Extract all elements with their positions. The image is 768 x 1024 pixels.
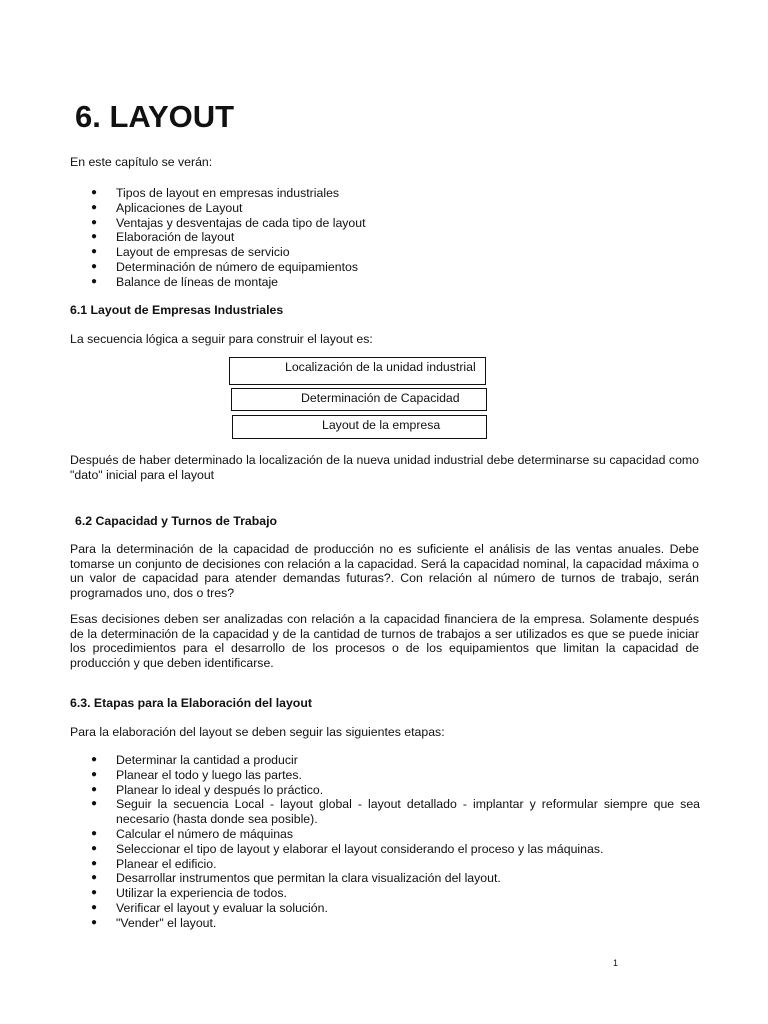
- bullet-icon: ●: [91, 246, 98, 258]
- list-item: ● Planear lo ideal y después lo práctico.: [91, 782, 324, 797]
- section-lead-text: La secuencia lógica a seguir para construir el layout es:: [70, 332, 373, 346]
- bullet-icon: ●: [91, 857, 98, 869]
- list-item: ● Verificar el layout y evaluar la solución.: [91, 900, 328, 915]
- list-item: ● Ventajas y desventajas de cada tipo de layout: [91, 215, 366, 230]
- bullet-icon: ●: [91, 887, 98, 899]
- bullet-icon: ●: [91, 916, 98, 928]
- list-item: ● Seleccionar el tipo de layout y elaborar el layout considerando el proceso y las máquinas.: [91, 841, 604, 856]
- section-lead-text: Para la elaboración del layout se deben seguir las siguientes etapas:: [70, 725, 445, 739]
- section-heading-6-3: 6.3. Etapas para la Elaboración del layout: [70, 696, 312, 710]
- bullet-icon: ●: [91, 231, 98, 243]
- list-item: ● Tipos de layout en empresas industriales: [91, 186, 340, 200]
- list-item: ● Aplicaciones de Layout: [91, 200, 243, 215]
- section-heading-6-1: 6.1 Layout de Empresas Industriales: [70, 303, 284, 317]
- flow-box-localizacion: Localización de la unidad industrial: [229, 357, 486, 385]
- page-title: 6. LAYOUT: [75, 99, 235, 134]
- list-item: ● Planear el edificio.: [91, 856, 217, 871]
- paragraph-capacidad: Para la determinación de la capacidad de producción no es suficiente el análisis de las ventas anuales. Debe tomarse un conjunto de decisiones con relación a la capacidad. Será la capacidad nominal, la capacidad máxima o un valor de capacidad para atender demandas futuras?. Con relación al número de turnos de trabajo, serán programados uno, dos o tres?: [70, 542, 699, 600]
- list-item: ● Utilizar la experiencia de todos.: [91, 886, 287, 901]
- bullet-icon: ●: [91, 783, 98, 795]
- list-item: ● Balance de líneas de montaje: [91, 274, 279, 289]
- bullet-icon: ●: [91, 901, 98, 913]
- paragraph-decisiones: Esas decisiones deben ser analizadas con relación a la capacidad financiera de la empresa. Solamente después de la determinación de la capacidad y de la cantidad de turnos de trabajos a ser utilizados es que se puede iniciar los procedimientos para el desarrollo de los procesos o de los equipamientos que limitan la capacidad de producción y que deben identificarse.: [70, 612, 699, 670]
- list-item: ● Planear el todo y luego las partes.: [91, 767, 302, 782]
- list-item: ● Elaboración de layout: [91, 230, 235, 245]
- bullet-icon: ●: [91, 260, 98, 272]
- bullet-icon: ●: [91, 827, 98, 839]
- bullet-icon: ●: [91, 768, 98, 780]
- list-item: ● Determinar la cantidad a producir: [91, 753, 298, 767]
- list-item: ● Layout de empresas de servicio: [91, 245, 290, 260]
- page-number: 1: [612, 958, 618, 968]
- list-item: ● "Vender" el layout.: [91, 915, 217, 930]
- list-item: ● Determinación de número de equipamientos: [91, 259, 358, 274]
- bullet-icon: ●: [91, 872, 98, 884]
- bullet-icon: ●: [91, 754, 98, 765]
- topics-list: [70, 186, 700, 290]
- section-heading-6-2: 6.2 Capacidad y Turnos de Trabajo: [75, 514, 278, 528]
- bullet-icon: ●: [91, 798, 98, 810]
- flow-box-layout: Layout de la empresa: [232, 415, 487, 439]
- bullet-icon: ●: [91, 275, 98, 287]
- paragraph-after-flow: Después de haber determinado la localización de la nueva unidad industrial debe determinarse su capacidad como "dato" inicial para el layout: [70, 453, 699, 482]
- bullet-icon: ●: [91, 201, 98, 213]
- bullet-icon: ●: [91, 187, 98, 198]
- list-item: ● Seguir la secuencia Local - layout global - layout detallado - implantar y reformular siempre que sea necesario (hasta donde sea posible).: [91, 797, 700, 827]
- bullet-icon: ●: [91, 842, 98, 854]
- list-item: ● Calcular el número de máquinas: [91, 826, 294, 841]
- steps-list: [70, 753, 700, 931]
- list-item: ● Desarrollar instrumentos que permitan la clara visualización del layout.: [91, 871, 501, 886]
- intro-text: En este capítulo se verán:: [70, 155, 213, 169]
- bullet-icon: ●: [91, 216, 98, 228]
- flow-box-capacidad: Determinación de Capacidad: [231, 388, 487, 411]
